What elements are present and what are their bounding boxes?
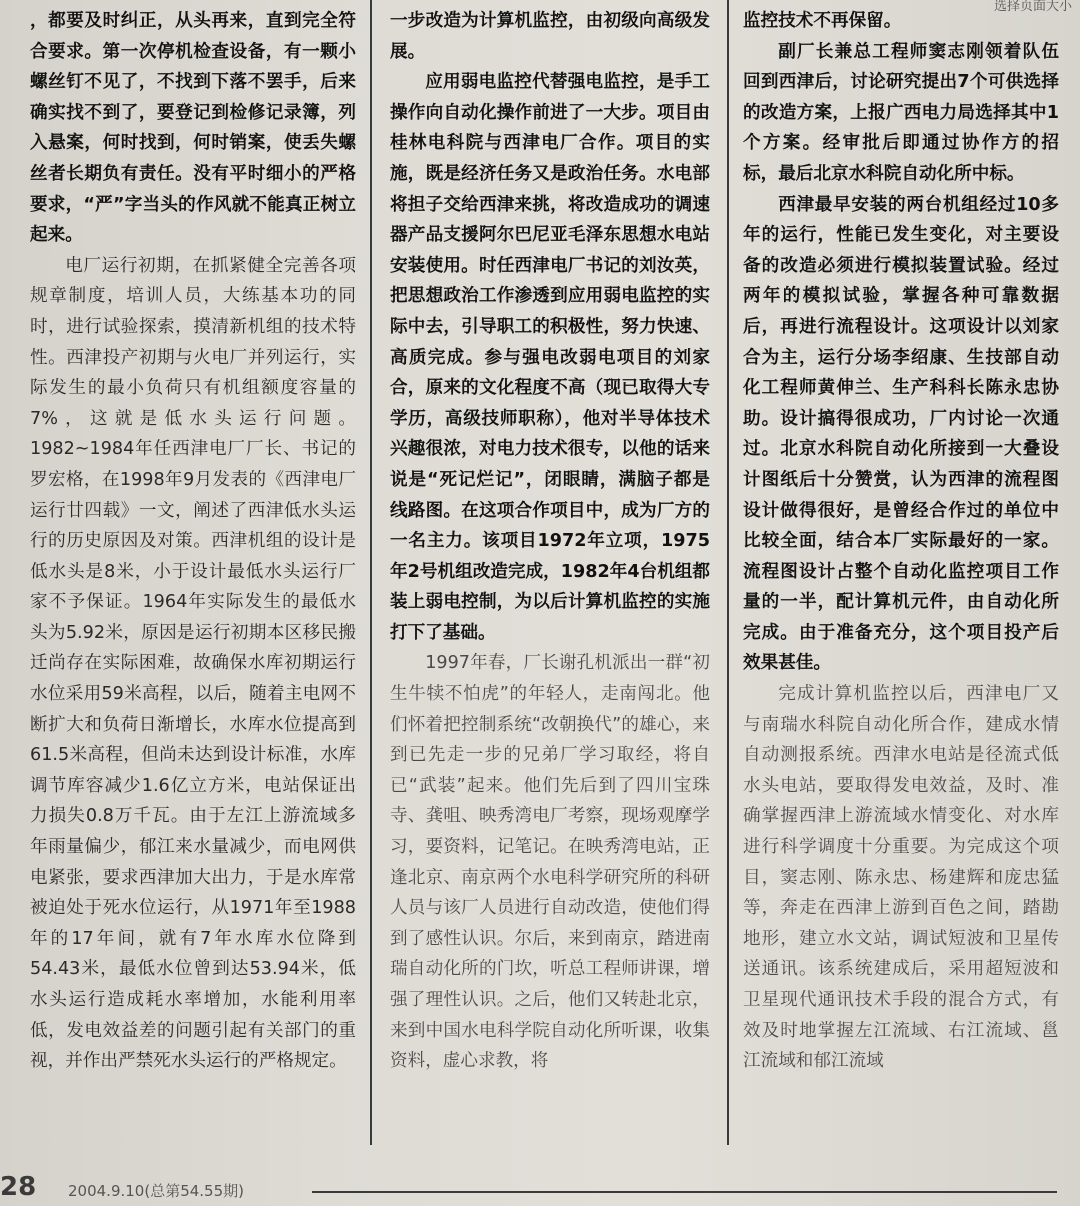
issue-info: 2004.9.10(总第54.55期) bbox=[68, 1182, 244, 1200]
header-remnant: 选择页面大小 bbox=[993, 0, 1072, 14]
column3-paragraph-2: 副厂长兼总工程师窦志刚领着队伍回到西津后，讨论研究提出7个可供选择的改造方案，上报广西电力局选择其中1个方案。经审批后即通过协作方的招标，最后北京水科院自动化所中标。 bbox=[743, 41, 1059, 184]
column1-paragraph-1: ，都要及时纠正，从头再来，直到完全符合要求。第一次停机检查设备，有一颗小螺丝钉不见了，不找到下落不罢手，后来确实找不到了，要登记到检修记录簿，列入悬案，何时找到，何时销案，使丢失螺丝者长期负有责任。没有平时细小的严格要求，“严”字当头的作风就不能真正树立起来。 bbox=[30, 11, 356, 246]
column3-paragraph-4: 完成计算机监控以后，西津电厂又与南瑞水科院自动化所合作，建成水情自动测报系统。西津水电站是径流式低水头电站，要取得发电效益，及时、准确掌握西津上游流域水情变化、对水库进行科学调度十分重要。为完成这个项目，窦志刚、陈永忠、杨建辉和庞忠猛等，奔走在西津上游到百色之间，踏勘地形，建立水文站，调试短波和卫星传送通讯。该系统建成后，采用超短波和卫星现代通讯技术手段的混合方式，有效及时地掌握左江流域、右江流域、邕江流域和郁江流域 bbox=[743, 684, 1059, 1072]
footer-rule bbox=[312, 1191, 1057, 1193]
column3-paragraph-1: 监控技术不再保留。 bbox=[743, 11, 902, 31]
column-divider-2 bbox=[727, 0, 729, 1145]
page-number: 28 bbox=[0, 1172, 37, 1202]
column3-paragraph-3: 西津最早安装的两台机组经过10多年的运行，性能已发生变化，对主要设备的改造必须进行模拟装置试验。经过两年的模拟试验，掌握各种可靠数据后，再进行流程设计。这项设计以刘家合为主，运行分场李绍康、生技部自动化工程师黄伸兰、生产科科长陈永忠协助。设计搞得很成功，厂内讨论一次通过。北京水科院自动化所接到一大叠设计图纸后十分赞赏，认为西津的流程图设计做得很好，是曾经合作过的单位中比较全面，结合本厂实际最好的一家。流程图设计占整个自动化监控项目工作量的一半，配计算机元件，由自动化所完成。由于准备充分，这个项目投产后效果甚佳。 bbox=[743, 194, 1059, 674]
page-footer bbox=[0, 1170, 1080, 1206]
text-column-3 bbox=[743, 6, 1059, 1077]
column1-paragraph-2: 电厂运行初期，在抓紧健全完善各项规章制度，培训人员，大练基本功的同时，进行试验探索，摸清新机组的技术特性。西津投产初期与火电厂并列运行，实际发生的最小负荷只有机组额度容量的7%，这就是低水头运行问题。1982~1984年任西津电厂厂长、书记的罗宏格，在1998年9月发表的《西津电厂运行廿四载》一文，阐述了西津低水头运行的历史原因及对策。西津机组的设计是低水头是8米，小于设计最低水头运行厂家不予保证。1964年实际发生的最低水头为5.92米，原因是运行初期本区移民搬迁尚存在实际困难，故确保水库初期运行水位采用59米高程，以后，随着主电网不断扩大和负荷日渐增长，水库水位提高到61.5米高程，但尚未达到设计标准，水库调节库容减少1.6亿立方米，电站保证出力损失0.8万千瓦。由于左江上游流域多年雨量偏少，郁江来水量减少，而电网供电紧张，要求西津加大出力，于是水库常被迫处于死水位运行，从1971年至1988年的17年间，就有7年水库水位降到54.43米，最低水位曾到达53.94米，低水头运行造成耗水率增加，水能利用率低，发电效益差的问题引起有关部门的重视，并作出严禁死水头运行的严格规定。 bbox=[30, 255, 356, 1072]
text-column-1 bbox=[30, 6, 356, 1077]
column-divider-1 bbox=[370, 0, 372, 1145]
text-column-2 bbox=[390, 6, 710, 1077]
column2-paragraph-1: 一步改造为计算机监控，由初级向高级发展。 bbox=[390, 11, 710, 62]
column2-paragraph-2: 应用弱电监控代替强电监控，是手工操作向自动化操作前进了一大步。项目由桂林电科院与西津电厂合作。项目的实施，既是经济任务又是政治任务。水电部将担子交给西津来挑，将改造成功的调速器产品支援阿尔巴尼亚毛泽东思想水电站安装使用。时任西津电厂书记的刘汝英，把思想政治工作渗透到应用弱电监控的实际中去，引导职工的积极性，努力快速、高质完成。参与强电改弱电项目的刘家合，原来的文化程度不高（现已取得大专学历，高级技师职称），他对半导体技术兴趣很浓，对电力技术很专，以他的话来说是“死记烂记”，闭眼睛，满脑子都是线路图。在这项合作项目中，成为厂方的一名主力。该项目1972年立项，1975年2号机组改造完成，1982年4台机组都装上弱电控制，为以后计算机监控的实施打下了基础。 bbox=[390, 72, 710, 643]
column2-paragraph-3: 1997年春，厂长谢孔机派出一群“初生牛犊不怕虎”的年轻人，走南闯北。他们怀着把控制系统“改朝换代”的雄心，来到已先走一步的兄弟厂学习取经，将自已“武装”起来。他们先后到了四川宝珠寺、龚咀、映秀湾电厂考察，现场观摩学习，要资料，记笔记。在映秀湾电站，正逢北京、南京两个水电科学研究所的科研人员与该厂人员进行自动改造，使他们得到了感性认识。尔后，来到南京，踏进南瑞自动化所的门坎，听总工程师讲课，增强了理性认识。之后，他们又转赴北京，来到中国水电科学院自动化所听课，收集资料，虚心求教，将 bbox=[390, 653, 710, 1072]
